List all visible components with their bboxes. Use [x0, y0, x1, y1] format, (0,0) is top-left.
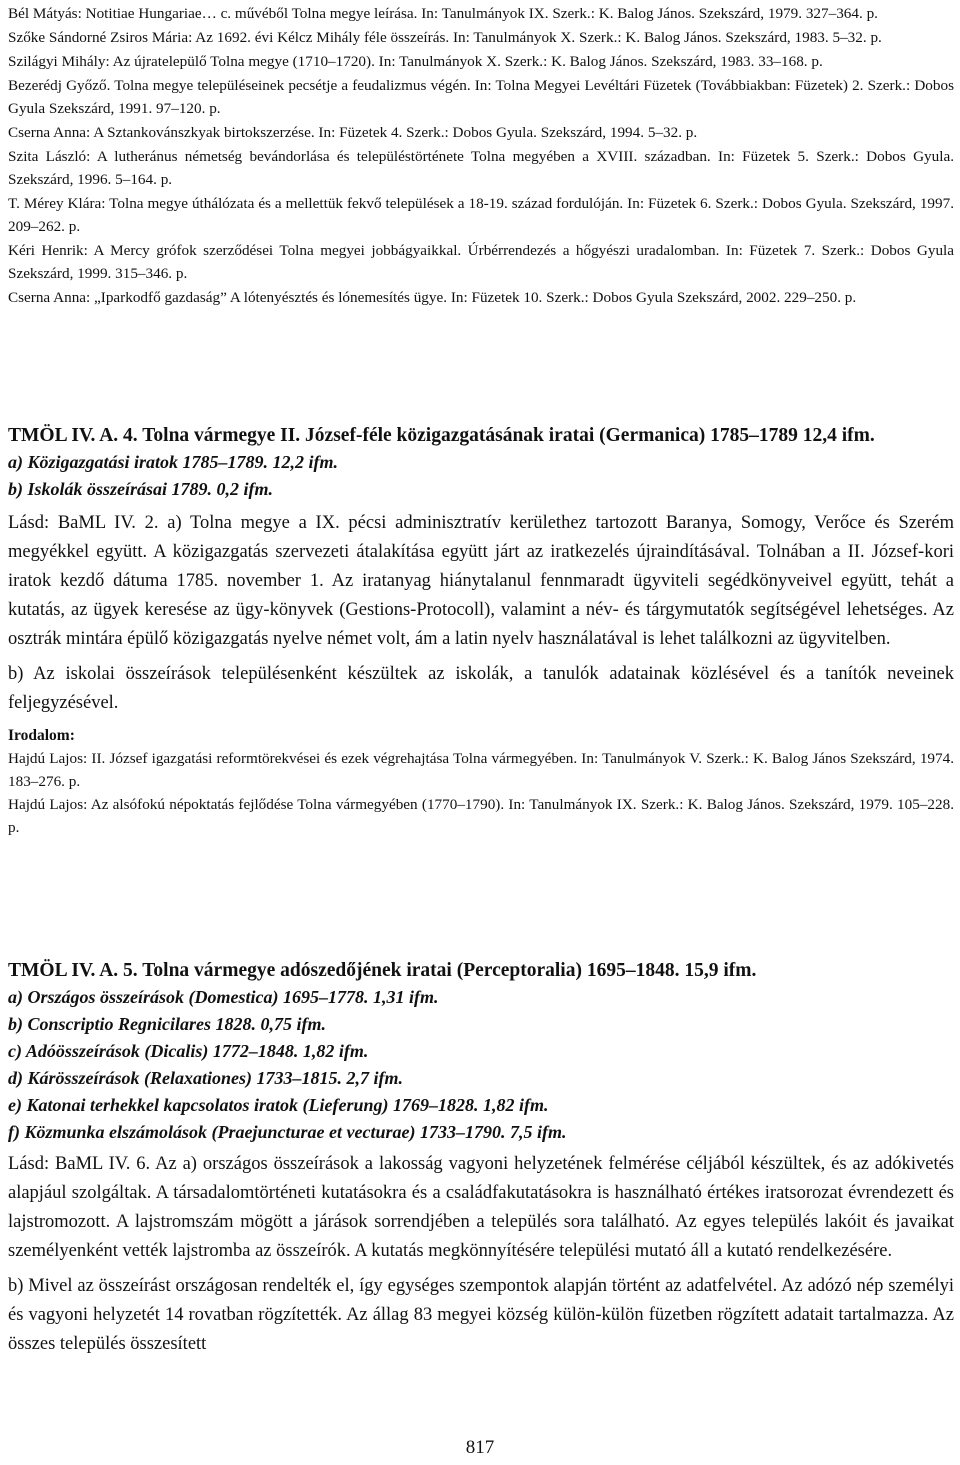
reference-item: Szilágyi Mihály: Az újratelepülő Tolna megye (1710–1720). In: Tanulmányok X. Szerk.: K. Balog János. Szekszárd, 1983. 33–168. p. [8, 53, 823, 70]
section-a4-title: TMÖL IV. A. 4. Tolna vármegye II. József-féle közigazgatásának iratai (Germanica) 1785–1789 12,4 ifm. [8, 425, 875, 446]
section-a4-paragraph-2: b) Az iskolai összeírások településenként készültek az iskolák, a tanulók adatainak közlésével és a tanítók neveinek feljegyzésével. [8, 664, 954, 713]
section-a5-paragraph-1: Lásd: BaML IV. 6. Az a) országos összeírások a lakosság vagyoni helyzetének felmérése céljából készültek, és az adókivetés alapjául szolgáltak. A társadalomtörténeti kutatásokra és a családfakutatásokra is használható értékes iratsorozat évrendezett és lajstromozott. A lajstromszám mögött a járások sorrendjében a település sora található. Az egyes település lakóit és javaikat személyenként vették lajstromba az összeírók. A kutatás megkönnyítésére települési mutató áll a kutató rendelkezésére. [8, 1154, 954, 1261]
literature-item: Hajdú Lajos: II. József igazgatási reformtörekvései és ezek végrehajtása Tolna vármegyében. In: Tanulmányok V. Szerk.: K. Balog János Szekszárd, 1974. 183–276. p. [8, 750, 954, 790]
section-a5-title: TMÖL IV. A. 5. Tolna vármegye adószedőjének iratai (Perceptoralia) 1695–1848. 15,9 ifm. [8, 960, 757, 981]
section-a5-sub-item: b) Conscriptio Regnicilares 1828. 0,75 ifm. [8, 1014, 327, 1034]
reference-item: Bezerédj Győző. Tolna megye településeinek pecsétje a feudalizmus végén. In: Tolna Megyei Levéltári Füzetek (Továbbiakban: Füzetek) 2. Szerk.: Dobos Gyula Szekszárd, 1991. 97–120. p. [8, 77, 954, 117]
section-a5-sub-item: f) Közmunka elszámolások (Praejuncturae et vecturae) 1733–1790. 7,5 ifm. [8, 1122, 567, 1142]
section-a5-sub-item: c) Adóösszeírások (Dicalis) 1772–1848. 1,82 ifm. [8, 1041, 369, 1061]
reference-item: Cserna Anna: „Iparkodfő gazdaság” A lótenyésztés és lónemesítés ügye. In: Füzetek 10. Szerk.: Dobos Gyula Szekszárd, 2002. 229–250. p. [8, 289, 857, 306]
reference-list [8, 2, 954, 310]
section-a4 [8, 422, 954, 839]
section-a4-paragraph-1: Lásd: BaML IV. 2. a) Tolna megye a IX. pécsi adminisztratív kerülethez tartozott Baranya, Somogy, Verőce és Szerém megyékkel együtt. A közigazgatás szervezeti átalakítása együtt járt az iratkezelés újraindításával. Tolnában a II. József-kori iratok kezdő dátuma 1785. november 1. Az iratanyag hiánytalanul fennmaradt ügyviteli segédkönyveivel együtt, tehát a kutatás, az ügyek keresése az ügy-könyvek (Gestions-Protocoll), valamint a név- és tárgymutatók segítségével lehetséges. Az osztrák mintára épülő közigazgatás nyelve német volt, ám a latin nyelv használatával is lehet találkozni az ügyvitelben. [8, 513, 954, 649]
reference-item: T. Mérey Klára: Tolna megye úthálózata és a mellettük fekvő települések a 18-19. század fordulóján. In: Füzetek 6. Szerk.: Dobos Gyula. Szekszárd, 1997. 209–262. p. [8, 195, 954, 235]
reference-item: Bél Mátyás: Notitiae Hungariae… c. művéből Tolna megye leírása. In: Tanulmányok IX. Szerk.: K. Balog János. Szekszárd, 1979. 327–364. p. [8, 5, 878, 22]
reference-item: Szita László: A lutheránus németség bevándorlása és településtörténete Tolna megyében a XVIII. században. In: Füzetek 5. Szerk.: Dobos Gyula. Szekszárd, 1996. 5–164. p. [8, 148, 954, 188]
section-a5-sub-item: e) Katonai terhekkel kapcsolatos iratok (Lieferung) 1769–1828. 1,82 ifm. [8, 1095, 549, 1115]
reference-item: Kéri Henrik: A Mercy grófok szerződései Tolna megyei jobbágyaikkal. Úrbérrendezés a hőgyészi uradalomban. In: Füzetek 7. Szerk.: Dobos Gyula Szekszárd, 1999. 315–346. p. [8, 242, 954, 282]
section-a5-paragraph-2: b) Mivel az összeírást országosan rendelték el, így egységes szempontok alapján történt az adatfelvétel. Az adózó nép személyi és vagyoni helyzetét 14 rovatban rögzítették. Az állag 83 megyei község külön-külön füzetben rögzített adatait tartalmazza. Az összes település összesített [8, 1276, 954, 1354]
reference-item: Cserna Anna: A Sztankovánszkyak birtokszerzése. In: Füzetek 4. Szerk.: Dobos Gyula. Szekszárd, 1994. 5–32. p. [8, 124, 698, 141]
section-a5 [8, 957, 954, 1359]
page-number: 817 [465, 1437, 495, 1458]
section-a4-sub-a: a) Közigazgatási iratok 1785–1789. 12,2 ifm. [8, 452, 339, 472]
literature-item: Hajdú Lajos: Az alsófokú népoktatás fejlődése Tolna vármegyében (1770–1790). In: Tanulmányok IX. Szerk.: K. Balog János. Szekszárd, 1979. 105–228. p. [8, 796, 954, 836]
section-a5-sub-item: d) Kárösszeírások (Relaxationes) 1733–1815. 2,7 ifm. [8, 1068, 404, 1088]
reference-item: Szőke Sándorné Zsiros Mária: Az 1692. évi Kélcz Mihály féle összeírás. In: Tanulmányok X. Szerk.: K. Balog János. Szekszárd, 1983. 5–32. p. [8, 29, 882, 46]
section-a5-sub-item: a) Országos összeírások (Domestica) 1695–1778. 1,31 ifm. [8, 987, 439, 1007]
literature-heading: Irodalom: [8, 727, 75, 744]
section-a4-sub-b: b) Iskolák összeírásai 1789. 0,2 ifm. [8, 479, 274, 499]
